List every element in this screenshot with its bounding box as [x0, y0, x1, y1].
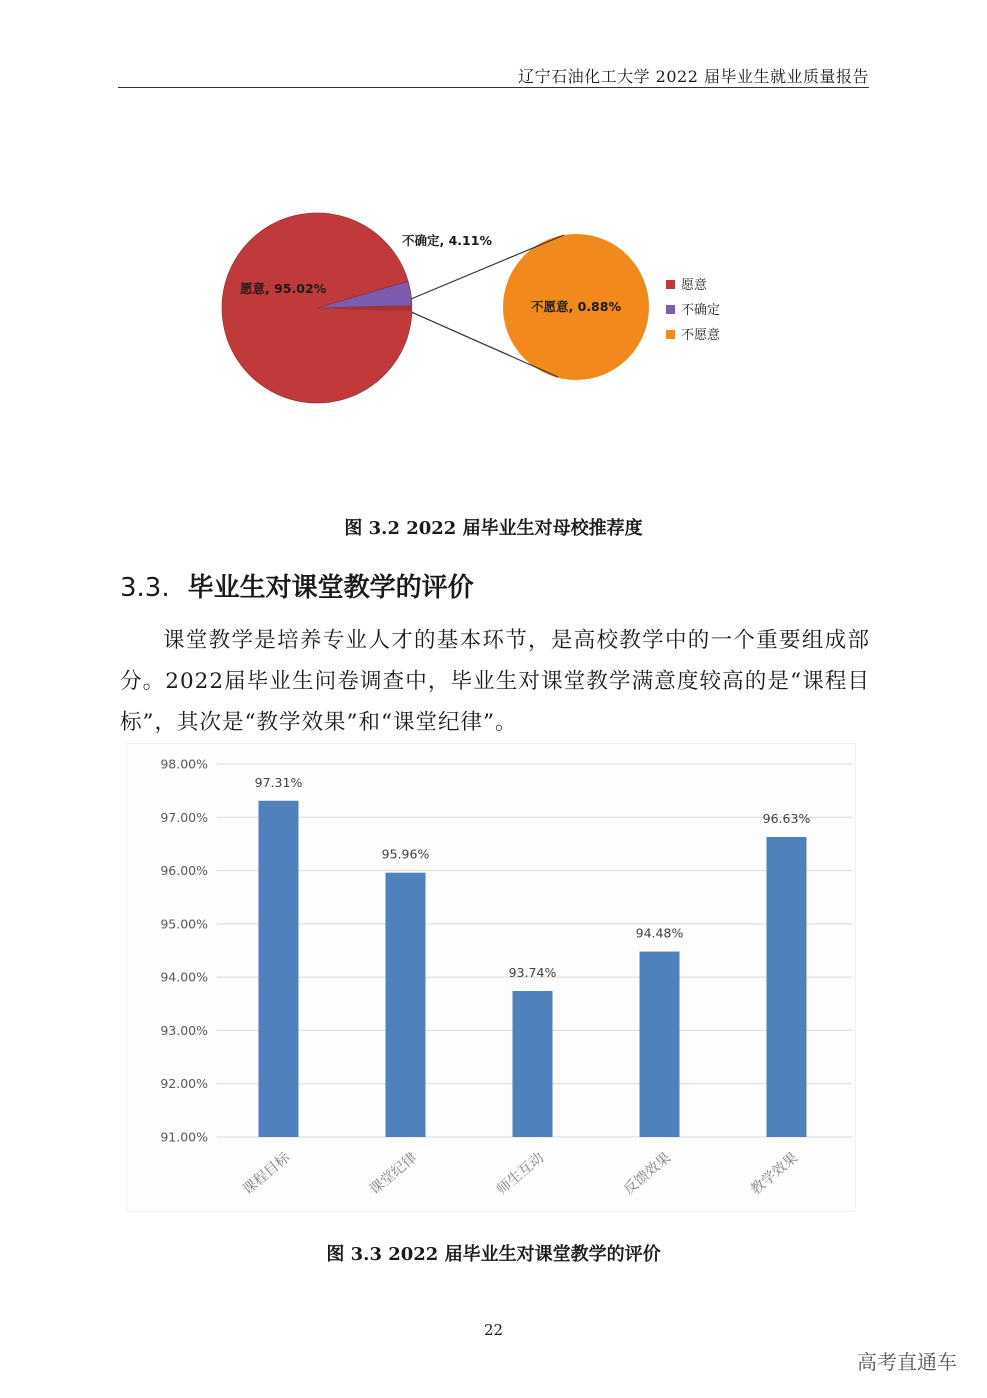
legend-label: 愿意: [681, 278, 708, 293]
y-tick-label: 91.00%: [160, 1129, 208, 1145]
pie-label-uncertain: 不确定, 4.11%: [402, 233, 492, 248]
x-category-label: 师生互动: [493, 1149, 548, 1199]
section-number: 3.3.: [120, 573, 170, 603]
header-rule: [118, 87, 869, 88]
page-number: 22: [483, 1321, 504, 1339]
legend-label: 不确定: [681, 303, 721, 318]
x-category-label: 反馈效果: [620, 1149, 675, 1199]
figure-3-2-caption: 图 3.2 2022 届毕业生对母校推荐度: [344, 518, 643, 539]
body-paragraph: 课堂教学是培养专业人才的基本环节，是高校教学中的一个重要组成部分。2022届毕业生问卷调查中，毕业生对课堂教学满意度较高的是“课程目标”，其次是“教学效果”和“课堂纪律”。: [120, 628, 870, 735]
section-heading: [120, 567, 474, 604]
pie-chart: [190, 195, 770, 445]
bar-0: [259, 801, 299, 1137]
y-tick-label: 93.00%: [160, 1022, 208, 1038]
legend-swatch: [666, 330, 675, 339]
bar-2: [513, 991, 553, 1137]
x-category-label: 教学效果: [747, 1149, 802, 1199]
running-header: 辽宁石油化工大学 2022 届毕业生就业质量报告: [518, 67, 869, 86]
bar-data-label: 93.74%: [508, 964, 557, 980]
bar-chart: [126, 743, 856, 1212]
x-category-label: 课程目标: [239, 1149, 294, 1199]
bar-data-label: 96.63%: [762, 811, 811, 827]
y-tick-label: 96.00%: [160, 863, 208, 879]
bar-data-label: 95.96%: [381, 846, 430, 862]
bar-data-label: 97.31%: [254, 774, 303, 790]
pie-label-unwilling: 不愿意, 0.88%: [531, 299, 621, 314]
y-tick-label: 92.00%: [160, 1076, 208, 1092]
watermark: 高考直通车: [857, 1350, 957, 1374]
y-tick-label: 95.00%: [160, 916, 208, 932]
section-title: 毕业生对课堂教学的评价: [187, 573, 474, 603]
y-tick-label: 94.00%: [160, 969, 208, 985]
legend-label: 不愿意: [681, 328, 721, 343]
y-tick-label: 98.00%: [160, 756, 208, 772]
bar-3: [640, 952, 680, 1137]
bar-4: [767, 837, 807, 1137]
bar-1: [386, 873, 426, 1137]
x-category-label: 课堂纪律: [366, 1149, 421, 1199]
y-tick-label: 97.00%: [160, 809, 208, 825]
figure-3-3-caption: 图 3.3 2022 届毕业生对课堂教学的评价: [326, 1244, 661, 1265]
pie-label-willing: 愿意, 95.02%: [240, 281, 327, 296]
bar-data-label: 94.48%: [635, 925, 684, 941]
legend-swatch: [666, 305, 675, 314]
legend-swatch: [666, 280, 675, 289]
